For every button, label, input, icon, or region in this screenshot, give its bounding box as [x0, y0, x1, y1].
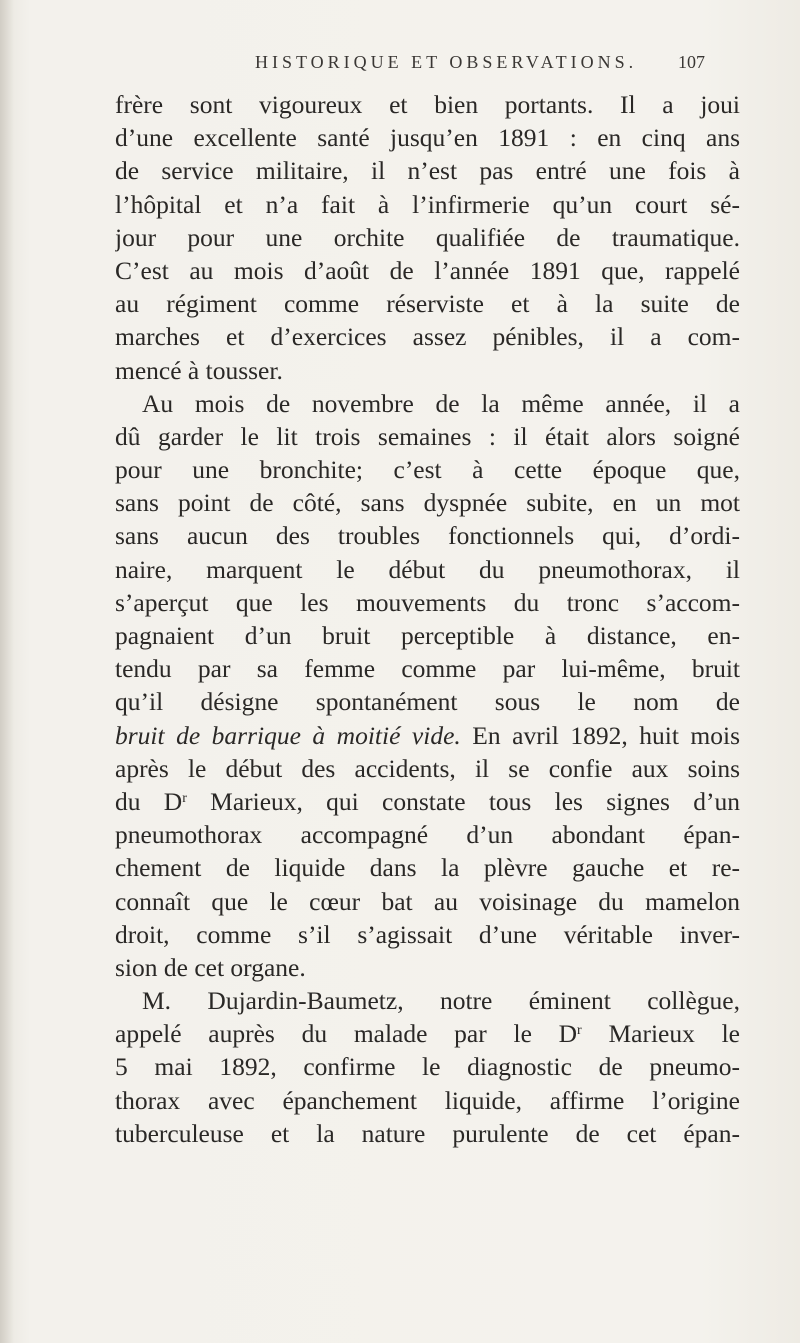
page-number: 107	[678, 52, 705, 72]
text-line: pour une bronchite; c’est à cette époque que,	[115, 455, 740, 485]
text-line: droit, comme s’il s’agissait d’une véritable inver-	[115, 919, 740, 949]
paragraph-first-line: M. Dujardin-Baumetz, notre éminent collègue,	[142, 986, 740, 1016]
text-line: jour pour une orchite qualifiée de traumatique.	[115, 222, 740, 252]
text-line: pneumothorax accompagné d’un abondant épan-	[115, 820, 740, 850]
text-line: 5 mai 1892, confirme le diagnostic de pneumo-	[115, 1052, 740, 1082]
text-line: thorax avec épanchement liquide, affirme l’origine	[115, 1085, 740, 1115]
italic-phrase: bruit de barrique à moitié vide.	[115, 720, 461, 750]
text-line: l’hôpital et n’a fait à l’infirmerie qu’un court sé-	[115, 189, 740, 219]
text-line: sans point de côté, sans dyspnée subite, en un mot	[115, 488, 740, 518]
text-line: de service militaire, il n’est pas entré une fois à	[115, 156, 740, 186]
paragraph-first-line: Au mois de novembre de la même année, il a	[142, 388, 740, 418]
body-text	[115, 88, 740, 1150]
inline-text: En avril 1892, huit mois	[472, 720, 740, 750]
text-line: tuberculeuse et la nature purulente de cet épan-	[115, 1118, 740, 1148]
text-line: sion de cet organe.	[115, 952, 306, 982]
text-line-mixed	[115, 1017, 740, 1050]
text-line: au régiment comme réserviste et à la suite de	[115, 289, 740, 319]
superscript: r	[577, 1023, 582, 1039]
text-line: s’aperçut que les mouvements du tronc s’accom-	[115, 587, 740, 617]
running-head	[0, 52, 800, 82]
inline-text: Marieux le	[608, 1019, 740, 1049]
text-line-mixed	[115, 785, 740, 818]
text-line: connaît que le cœur bat au voisinage du mamelon	[115, 886, 740, 916]
text-line: pagnaient d’un bruit perceptible à distance, en-	[115, 621, 740, 650]
text-line: naire, marquent le début du pneumothorax, il	[115, 554, 740, 584]
text-line-mixed	[115, 719, 740, 752]
text-line: mencé à tousser.	[115, 355, 283, 385]
text-line: chement de liquide dans la plèvre gauche et re-	[115, 853, 740, 883]
text-line: marches et d’exercices assez pénibles, il a com-	[115, 322, 740, 352]
inline-text: Marieux, qui constate tous les signes d’un	[210, 786, 740, 816]
text-line: qu’il désigne spontanément sous le nom de	[115, 687, 740, 717]
text-line: dû garder le lit trois semaines : il était alors soigné	[115, 421, 740, 451]
text-line: frère sont vigoureux et bien portants. Il a joui	[115, 90, 740, 119]
text-line: après le début des accidents, il se confie aux soins	[115, 753, 740, 783]
text-line: sans aucun des troubles fonctionnels qui, d’ordi-	[115, 521, 740, 551]
gutter-shadow	[0, 0, 14, 1343]
text-line: C’est au mois d’août de l’année 1891 que, rappelé	[115, 255, 740, 285]
inline-text: appelé auprès du malade par le D	[115, 1019, 578, 1049]
superscript: r	[182, 790, 187, 806]
text-line: d’une excellente santé jusqu’en 1891 : en cinq ans	[115, 123, 740, 153]
running-title: HISTORIQUE ET OBSERVATIONS.	[255, 52, 638, 72]
inline-text: du D	[115, 786, 183, 816]
text-line: tendu par sa femme comme par lui-même, bruit	[115, 654, 740, 684]
